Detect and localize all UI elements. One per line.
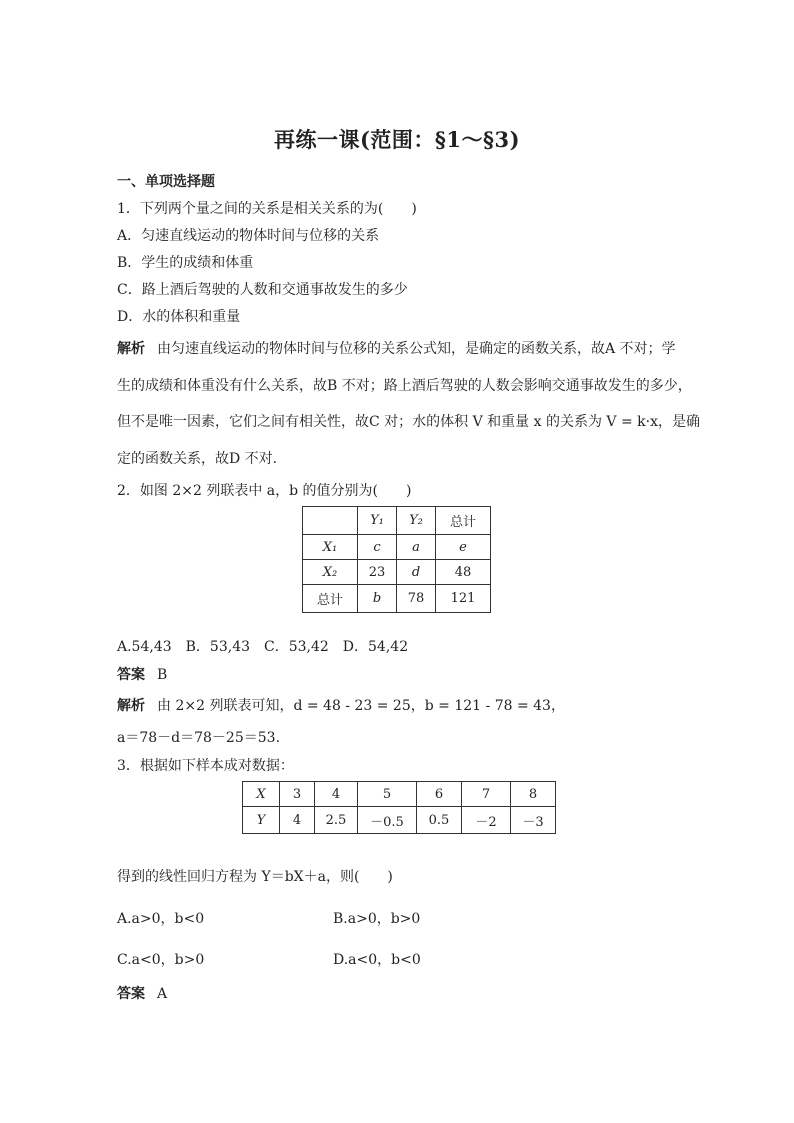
q3-answer (117, 985, 167, 1003)
table-cell: 2.5 (315, 807, 358, 834)
section-heading: 一、单项选择题 (117, 174, 215, 190)
table-cell: 23 (358, 560, 397, 585)
q3-option-a: A.a>0，b<0 (117, 911, 205, 927)
contingency-table (302, 506, 491, 613)
q1-analysis-text-1: 由匀速直线运动的物体时间与位移的关系公式知，是确定的函数关系，故A 不对；学 (157, 341, 676, 357)
table-cell: X (243, 782, 280, 807)
q3-option-b: B.a>0，b>0 (333, 911, 421, 927)
table-cell: 8 (511, 782, 556, 807)
table-cell: 6 (417, 782, 462, 807)
table-cell: 5 (358, 782, 417, 807)
q3-option-d: D.a<0，b<0 (333, 952, 421, 968)
table-cell: Y₁ (358, 507, 397, 535)
q3-regression-text: 得到的线性回归方程为 Y＝bX＋a，则( ) (117, 869, 393, 885)
q2-answer (117, 666, 167, 684)
table-cell: 48 (436, 560, 491, 585)
table-row (303, 560, 491, 585)
table-cell: 121 (436, 585, 491, 613)
q2-analysis-text-1: 由 2×2 列联表可知，d = 48 - 23 = 25，b = 121 - 78 = 43， (157, 698, 565, 714)
q1-analysis-line-4: 定的函数关系，故D 不对． (117, 451, 287, 467)
q3-answer-value: A (157, 986, 168, 1002)
q1-option-b: B．学生的成绩和体重 (117, 255, 254, 271)
q1-option-a: A．匀速直线运动的物体时间与位移的关系 (117, 228, 380, 244)
q2-stem: 2．如图 2×2 列联表中 a，b 的值分别为( ) (117, 483, 412, 499)
table-cell: Y₂ (397, 507, 436, 535)
q2-options: A.54,43 B．53,43 C．53,42 D．54,42 (117, 639, 409, 655)
q2-analysis-line-2: a＝78－d＝78－25＝53. (117, 730, 281, 746)
q1-option-c: C．路上酒后驾驶的人数和交通事故发生的多少 (117, 282, 408, 298)
table-cell: 7 (462, 782, 511, 807)
table-row (243, 782, 556, 807)
table-cell: 3 (280, 782, 315, 807)
table-cell (303, 507, 358, 535)
q3-option-c: C.a<0，b>0 (117, 952, 205, 968)
table-row (303, 535, 491, 560)
q1-analysis-label: 解析 (117, 341, 145, 357)
q1-analysis-line-2: 生的成绩和体重没有什么关系，故B 不对；路上酒后驾驶的人数会影响交通事故发生的多少， (117, 378, 692, 394)
table-cell: 78 (397, 585, 436, 613)
table-cell: －3 (511, 807, 556, 834)
table-cell: 4 (315, 782, 358, 807)
table-cell: X₂ (303, 560, 358, 585)
contingency-header-row (303, 507, 491, 535)
table-cell: 总计 (303, 585, 358, 613)
table-cell: X₁ (303, 535, 358, 560)
q3-stem: 3．根据如下样本成对数据： (117, 758, 294, 774)
sample-data-table (242, 781, 556, 834)
table-row (243, 807, 556, 834)
table-cell: －0.5 (358, 807, 417, 834)
q1-stem: 1．下列两个量之间的关系是相关关系的为( ) (117, 201, 417, 217)
table-cell: －2 (462, 807, 511, 834)
q2-answer-value: B (157, 667, 168, 683)
q2-analysis-label: 解析 (117, 698, 145, 714)
table-cell: d (397, 560, 436, 585)
table-cell: Y (243, 807, 280, 834)
table-cell: e (436, 535, 491, 560)
table-row (303, 585, 491, 613)
table-cell: 4 (280, 807, 315, 834)
table-cell: b (358, 585, 397, 613)
table-cell: 总计 (436, 507, 491, 535)
q1-analysis-line-3: 但不是唯一因素，它们之间有相关性，故C 对；水的体积 V 和重量 x 的关系为 V = k·x，是确 (117, 414, 700, 430)
q2-answer-label: 答案 (117, 667, 145, 683)
table-cell: c (358, 535, 397, 560)
q3-answer-label: 答案 (117, 986, 145, 1002)
page-title: 再练一课(范围：§1～§3) (273, 127, 521, 152)
q1-analysis-line-1 (117, 340, 676, 358)
q2-analysis-line-1 (117, 697, 565, 715)
table-cell: a (397, 535, 436, 560)
table-cell: 0.5 (417, 807, 462, 834)
q1-option-d: D．水的体积和重量 (117, 309, 241, 325)
